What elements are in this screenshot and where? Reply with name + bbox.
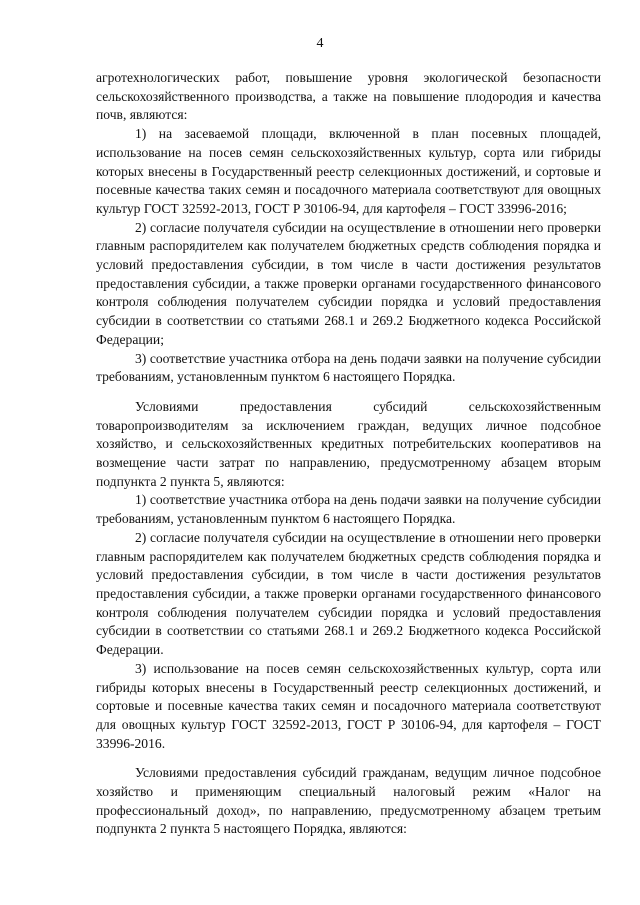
list-item-2: 2) согласие получателя субсидии на осуществление в отношении него проверки главным распорядителем как получателем бюджетных средств соблюдения порядка и условий предоставления субсидии, в том числе в части достижения результатов предоставления субсидии, а также проверки органами государственного финансового контроля соблюдения получателем субсидии порядка и условий предоставления субсидии в соответствии со статьями 268.1 и 269.2 Бюджетного кодекса Российской Федерации;: [96, 219, 601, 347]
conditions-paragraph: Условиями предоставления субсидий сельскохозяйственным товаропроизводителям за исключением граждан, ведущих личное подсобное хозяйство, и сельскохозяйственных кредитных потребительских кооперативов на возмещение части затрат по направлению, предусмотренному абзацем вторым подпункта 2 пункта 5, являются:: [96, 398, 601, 489]
paragraph-continuation: агротехнологических работ, повышение уровня экологической безопасности сельскохозяйственного производства, а также на повышение плодородия и качества почв, являются:: [96, 70, 601, 123]
list-item-2: 2) согласие получателя субсидии на осуществление в отношении него проверки главным распорядителем как получателем бюджетных средств соблюдения порядка и условий предоставления субсидии, в том числе в части достижения результатов предоставления субсидии, а также проверки органами государственного финансового контроля соблюдения получателем субсидии порядка и условий предоставления субсидии в соответствии со статьями 268.1 и 269.2 Бюджетного кодекса Российской Федерации.: [96, 529, 601, 658]
list-item-1: 1) на засеваемой площади, включенной в план посевных площадей, использование на посев семян сельскохозяйственных культур, сорта или гибриды которых внесены в Государственный реестр селекционных достижений, и сортовые и посевные качества таких семян и посадочного материала соответствуют для овощных культур ГОСТ 32592-2013, ГОСТ Р 30106-94, для картофеля – ГОСТ 33996-2016;: [96, 126, 601, 216]
conditions-paragraph: Условиями предоставления субсидий гражданам, ведущим личное подсобное хозяйство и применяющим специальный налоговый режим «Налог на профессиональный доход», по направлению, предусмотренному абзацем третьим подпункта 2 пункта 5 настоящего Порядка, являются:: [96, 765, 601, 837]
list-item-3: 3) использование на посев семян сельскохозяйственных культур, сорта или гибриды которых внесены в Государственный реестр селекционных достижений, и сортовые и посевные качества таких семян и посадочного материала соответствуют для овощных культур ГОСТ 32592-2013, ГОСТ Р 30106-94, для картофеля – ГОСТ 33996-2016.: [96, 660, 601, 751]
list-item-1: 1) соответствие участника отбора на день подачи заявки на получение субсидии требованиям, установленным пунктом 6 настоящего Порядка.: [96, 492, 601, 527]
list-item-3: 3) соответствие участника отбора на день подачи заявки на получение субсидии требованиям, установленным пунктом 6 настоящего Порядка.: [96, 350, 601, 385]
page-number: 4: [316, 36, 324, 51]
document-body: [96, 69, 601, 839]
